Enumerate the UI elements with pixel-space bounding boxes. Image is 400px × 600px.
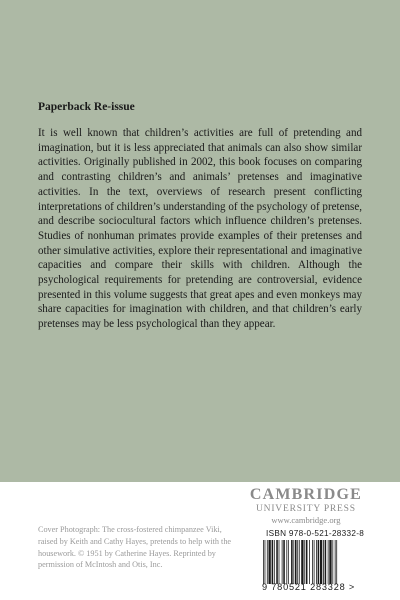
barcode-digits: 9 780521 283328 > (262, 582, 356, 592)
barcode-bar (282, 540, 283, 584)
barcode-bar (291, 540, 293, 584)
publisher-logo (250, 486, 362, 526)
barcode-bar (314, 540, 315, 584)
book-description: It is well known that children’s activities are full of pretending and imagination, but it is less appreciated that animals can also show similar activities. Originally published in 2002, this book focuses on comparing and contrasting children’s and animals’ pretenses and imaginative activities. In the text, overviews of research present conflicting interpretations of children’s understanding of the psychology of pretense, and describe sociocultural factors which influence children’s pretenses. Studies of nonhuman primates provide examples of their pretenses and other simulative activities, explore their representational and imaginative capacities and compare their skills with children. Although the psychological requirements for pretending are controversial, evidence presented in this volume suggests that great apes and even monkeys may share capacities for imagination with children, and that children’s early pretenses may be less psychological than they appear. (38, 127, 362, 331)
barcode-bar (304, 540, 305, 584)
publisher-subtitle: UNIVERSITY PRESS (256, 504, 356, 514)
barcode-bar (288, 540, 289, 584)
barcode-bar (320, 540, 322, 584)
barcode-bar (318, 540, 320, 584)
reissue-heading: Paperback Re-issue (38, 101, 135, 113)
barcode-bar (301, 540, 303, 584)
cover-photo-credit: Cover Photograph: The cross-fostered chimpanzee Viki, raised by Keith and Cathy Hayes, pretends to help with the housework. © 1951 by Catherine Hayes. Reprinted by permission of McIntosh and Otis, Inc. (38, 525, 232, 570)
barcode-bar (263, 540, 264, 584)
barcode-bar (283, 540, 285, 584)
isbn-label: ISBN 978-0-521-28332-8 (266, 529, 365, 538)
barcode-bar (279, 540, 280, 584)
barcode-bar (306, 540, 308, 584)
barcode-bar (276, 540, 278, 584)
barcode-bar (272, 540, 274, 584)
barcode-bar (295, 540, 297, 584)
barcode-bar (286, 540, 287, 584)
barcode-bar (265, 540, 266, 584)
barcode-bar (274, 540, 275, 584)
barcode-bar (336, 540, 337, 584)
barcode-bar (299, 540, 300, 584)
barcode-bar (335, 540, 336, 584)
barcode-bar (297, 540, 298, 584)
barcode-bar (267, 540, 268, 584)
barcode-bar (332, 540, 333, 584)
barcode-bar (325, 540, 327, 584)
barcode-bar (329, 540, 331, 584)
barcode-bar (312, 540, 313, 584)
barcode-bar (309, 540, 310, 584)
publisher-name: CAMBRIDGE (249, 486, 362, 503)
publisher-url: www.cambridge.org (271, 515, 341, 525)
barcode-bar (328, 540, 329, 584)
barcode-bar (268, 540, 270, 584)
barcode-bar (293, 540, 294, 584)
barcode-bar (323, 540, 324, 584)
barcode-bar (316, 540, 317, 584)
barcode (263, 540, 365, 584)
